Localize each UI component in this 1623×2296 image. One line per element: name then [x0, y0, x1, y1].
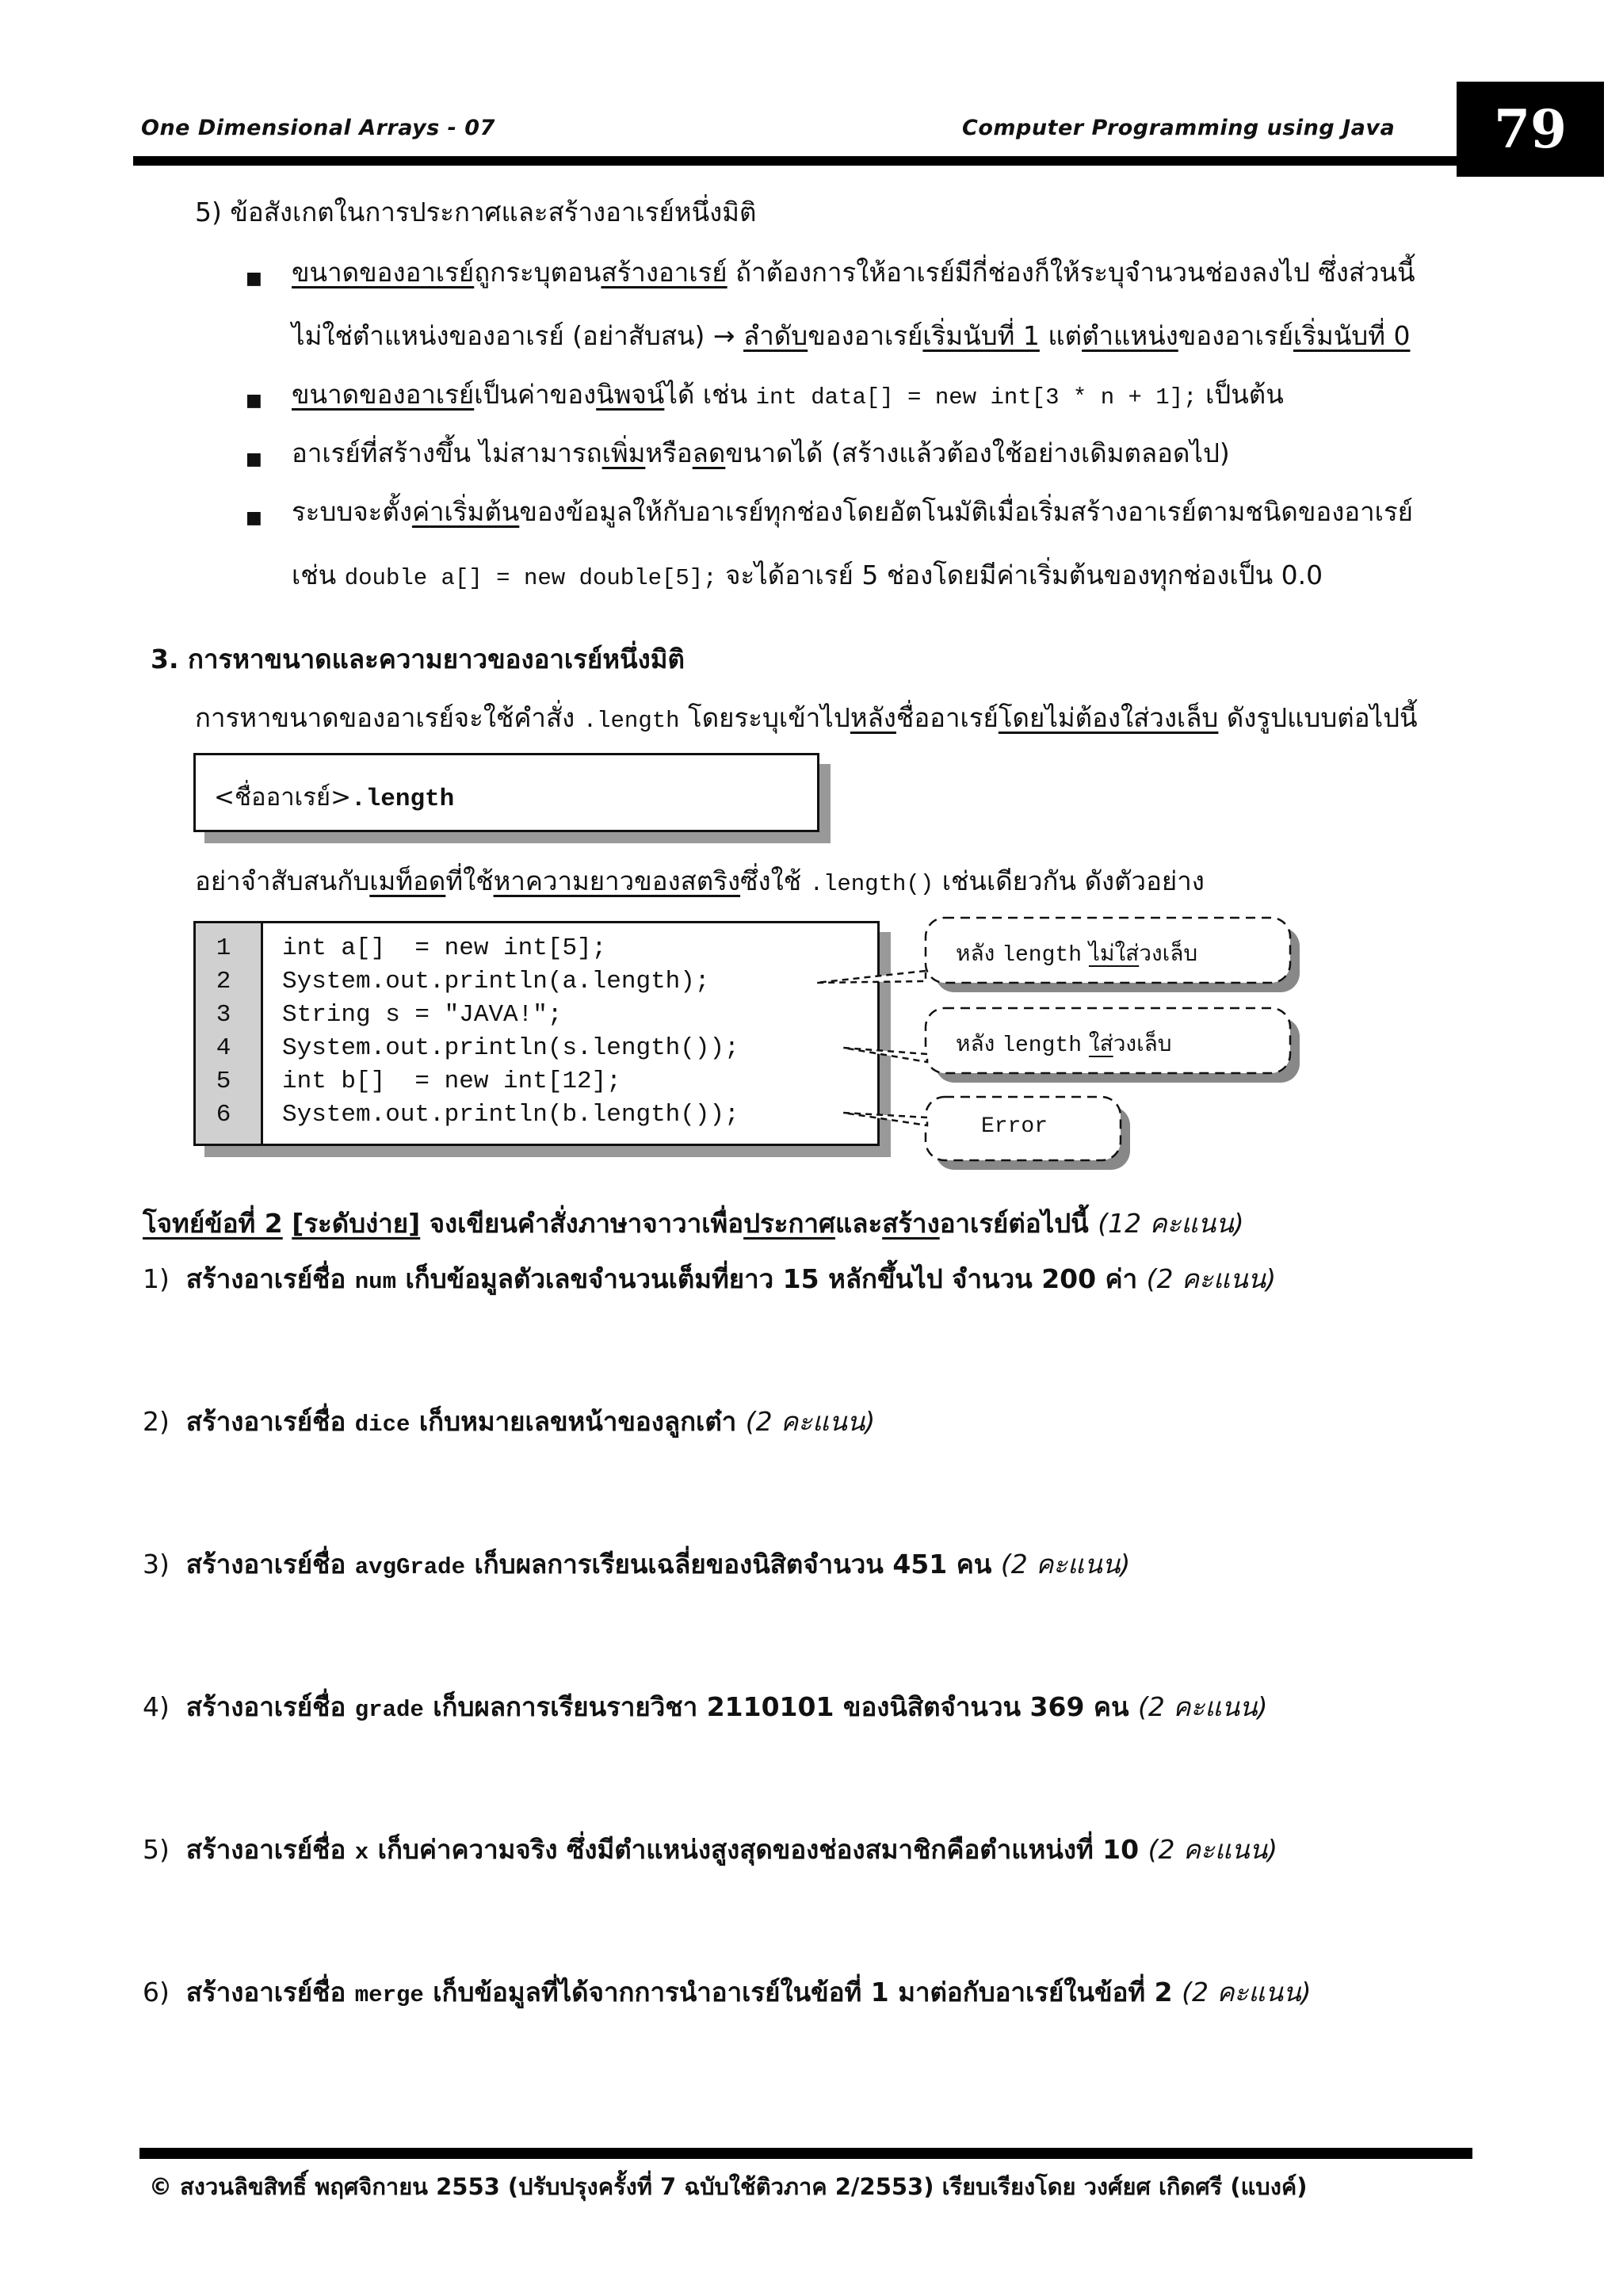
- code-line: System.out.println(s.length());: [282, 1034, 739, 1062]
- note-2: ขนาดของอาเรย์เป็นค่าของนิพจน์ได้ เช่น int data[] = new int[3 * n + 1]; เป็นต้น: [292, 379, 1284, 411]
- callout-error: Error: [981, 1114, 1048, 1139]
- callout-no-parentheses: หลัง length ไม่ใส่วงเล็บ: [956, 940, 1198, 968]
- code-line: System.out.println(b.length());: [282, 1101, 739, 1129]
- note-1-line-2: ไม่ใช่ตำแหน่งของอาเรย์ (อย่าสับสน) → ลำดับของอาเรย์เริ่มนับที่ 1 แต่ตำแหน่งของอาเรย์เริ่มนับที่ 0: [292, 320, 1411, 351]
- bullet-icon: ■: [246, 508, 262, 528]
- code-line: System.out.println(a.length);: [282, 968, 710, 995]
- bullet-icon: ■: [246, 449, 262, 469]
- note-4-line-1: ระบบจะตั้งค่าเริ่มต้นของข้อมูลให้กับอาเรย์ทุกช่องโดยอัตโนมัติเมื่อเริ่มสร้างอาเรย์ตามชนิดของอาเรย์: [292, 496, 1414, 527]
- footer-rule: [139, 2148, 1472, 2159]
- header-book-title: Computer Programming using Java: [962, 116, 1396, 140]
- exercise-item: 5) สร้างอาเรย์ชื่อ x เก็บค่าความจริง ซึ่งมีตำแหน่งสูงสุดของช่องสมาชิกคือตำแหน่งที่ 10 (2 คะแนน): [143, 1834, 1278, 1866]
- note-3: อาเรย์ที่สร้างขึ้น ไม่สามารถเพิ่มหรือลดขนาดได้ (สร้างแล้วต้องใช้อย่างเดิมตลอดไป): [292, 437, 1230, 468]
- note-1-line-1: ขนาดของอาเรย์ถูกระบุตอนสร้างอาเรย์ ถ้าต้องการให้อาเรย์มีกี่ช่องก็ให้ระบุจำนวนช่องลงไป ซึ่งส่วนนี้: [292, 257, 1415, 288]
- section-3-description: การหาขนาดของอาเรย์จะใช้คำสั่ง .length โดยระบุเข้าไปหลังชื่ออาเรย์โดยไม่ต้องใส่วงเล็บ ดังรูปแบบต่อไปนี้: [195, 702, 1418, 734]
- code-line-number: 1: [216, 934, 231, 962]
- page-number: 79: [1457, 82, 1604, 177]
- bullet-icon: ■: [246, 391, 262, 411]
- footer-copyright: © สงวนลิขสิทธิ์ พฤศจิกายน 2553 (ปรับปรุงครั้งที่ 7 ฉบับใช้ติวภาค 2/2553) เรียบเรียงโดย วงศ์ยศ เกิดศรี (แบงค์): [149, 2173, 1308, 2200]
- exercise-item: 4) สร้างอาเรย์ชื่อ grade เก็บผลการเรียนรายวิชา 2110101 ของนิสิตจำนวน 369 คน (2 คะแนน): [143, 1691, 1268, 1723]
- syntax-text: <ชื่ออาเรย์>.length: [214, 783, 455, 813]
- notes-title: 5) ข้อสังเกตในการประกาศและสร้างอาเรย์หนึ่งมิติ: [195, 197, 757, 227]
- exercise-item: 2) สร้างอาเรย์ชื่อ dice เก็บหมายเลขหน้าของลูกเต๋า (2 คะแนน): [143, 1406, 876, 1438]
- note-4-line-2: เช่น double a[] = new double[5]; จะได้อาเรย์ 5 ช่องโดยมีค่าเริ่มต้นของทุกช่องเป็น 0.0: [292, 560, 1323, 591]
- exercise-item: 6) สร้างอาเรย์ชื่อ merge เก็บข้อมูลที่ได้จากการนำอาเรย์ในข้อที่ 1 มาต่อกับอาเรย์ในข้อที่ 2 (2 คะแนน): [143, 1977, 1312, 2008]
- code-line-number: 4: [216, 1034, 231, 1062]
- section-3-warning: อย่าจำสับสนกับเมท็อดที่ใช้หาความยาวของสตริงซึ่งใช้ .length() เช่นเดียวกัน ดังตัวอย่าง: [195, 865, 1205, 897]
- code-line: int a[] = new int[5];: [282, 934, 607, 962]
- code-line-number: 6: [216, 1101, 231, 1129]
- bullet-icon: ■: [246, 269, 262, 288]
- exercise-title: โจทย์ข้อที่ 2 [ระดับง่าย] จงเขียนคำสั่งภาษาจาวาเพื่อประกาศและสร้างอาเรย์ต่อไปนี้ (12 คะแนน): [143, 1208, 1244, 1239]
- callout-with-parentheses: หลัง length ใส่วงเล็บ: [956, 1030, 1172, 1058]
- code-line: int b[] = new int[12];: [282, 1068, 621, 1095]
- code-line-number: 5: [216, 1068, 231, 1095]
- exercise-item: 1) สร้างอาเรย์ชื่อ num เก็บข้อมูลตัวเลขจำนวนเต็มที่ยาว 15 หลักขึ้นไป จำนวน 200 ค่า (2 คะแนน): [143, 1263, 1277, 1295]
- code-line: String s = "JAVA!";: [282, 1001, 563, 1029]
- exercise-item: 3) สร้างอาเรย์ชื่อ avgGrade เก็บผลการเรียนเฉลี่ยของนิสิตจำนวน 451 คน (2 คะแนน): [143, 1549, 1131, 1580]
- section-3-heading: 3. การหาขนาดและความยาวของอาเรย์หนึ่งมิติ: [151, 644, 685, 674]
- code-line-number: 2: [216, 968, 231, 995]
- header-chapter-title: One Dimensional Arrays - 07: [141, 116, 495, 140]
- code-line-number: 3: [216, 1001, 231, 1029]
